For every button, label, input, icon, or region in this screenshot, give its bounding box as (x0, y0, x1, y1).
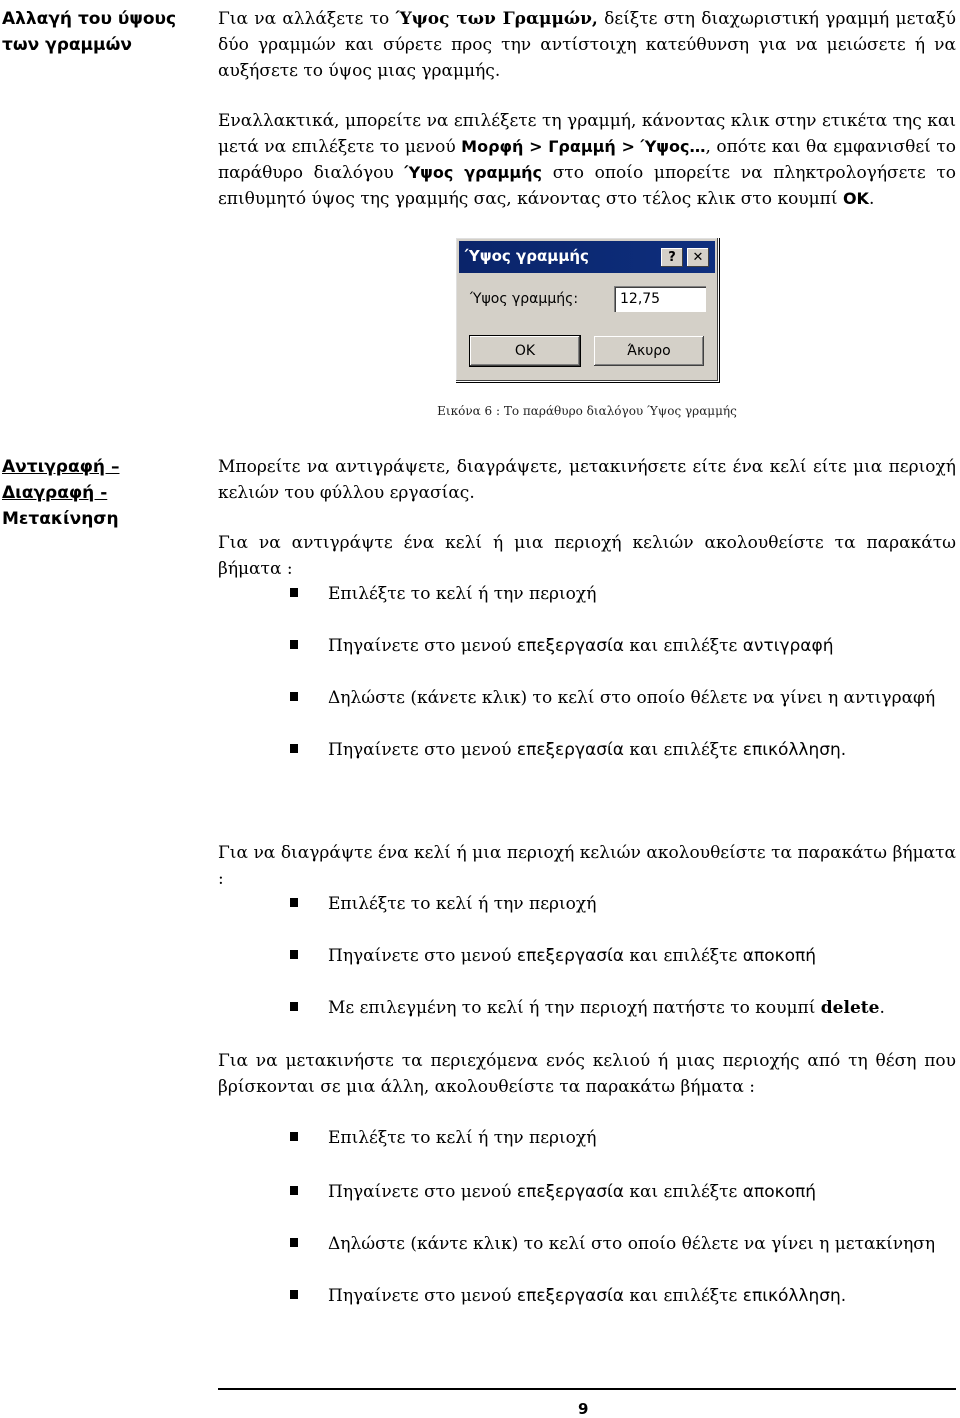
paragraph-copy-intro: Για να αντιγράψτε ένα κελί ή μια περιοχή κελιών ακολουθείστε τα παρακάτω βήματα : (218, 533, 956, 579)
bullet-square-icon (290, 1186, 298, 1195)
figure-caption: Εικόνα 6 : Το παράθυρο διαλόγου Ύψος γραμμής (437, 404, 737, 418)
text-run: Εναλλακτικά, μπορείτε να επιλέξετε τη γραμμή, κάνοντας κλικ στην ετικέτα της και μετά να επιλέξετε το μενού (218, 111, 956, 157)
bullet-square-icon (290, 950, 298, 959)
text-run: και επιλέξτε (623, 1286, 743, 1306)
menu-term: επεξεργασία (516, 946, 624, 966)
bullet-square-icon (290, 1002, 298, 1011)
text-run: και επιλέξτε (623, 1182, 743, 1202)
text-run: Πηγαίνετε στο μενού (328, 1182, 517, 1202)
help-button[interactable]: ? (661, 248, 683, 267)
menu-path: Μορφή > Γραμμή > Ύψος… (461, 137, 706, 156)
term-row-height: Ύψος των Γραμμών, (395, 9, 598, 29)
text-run: Για να αλλάξετε το (218, 9, 396, 29)
text-run: δείξτε στη διαχωριστική γραμμή μεταξύ δύο γραμμών και σύρετε προς την αντίστοιχη κατεύθυνση για να μειώσετε ή να αυξήσετε το ύψος μιας γραμμής. (218, 9, 956, 81)
key-name: delete (820, 998, 880, 1018)
text-run: . (868, 189, 875, 209)
menu-term: επεξεργασία (516, 1286, 624, 1306)
heading-line: Μετακίνηση (2, 509, 119, 529)
paragraph-delete-intro: Για να διαγράψτε ένα κελί ή μια περιοχή κελιών ακολουθείστε τα παρακάτω βήματα : (218, 843, 956, 889)
paragraph-row-height-menu (218, 108, 956, 212)
command-term: αποκοπή (742, 1182, 817, 1202)
text-run: Πηγαίνετε στο μενού (328, 1286, 517, 1306)
text-run: Δηλώστε (κάντε κλικ) το κελί στο οποίο θέλετε να γίνει η μετακίνηση (328, 1234, 936, 1254)
text-run: και επιλέξτε (623, 740, 743, 760)
text-run: Επιλέξτε το κελί ή την περιοχή (328, 894, 597, 914)
text-run: Πηγαίνετε στο μενού (328, 946, 517, 966)
dialog-name: Ύψος γραμμής (404, 163, 542, 182)
heading-line: Αντιγραφή – (2, 457, 120, 477)
text-run: στο οποίο μπορείτε να πληκτρολογήσετε το επιθυμητό ύψος της γραμμής σας, κάνοντας στο τέλος κλικ στο κουμπί (218, 163, 956, 209)
bullet-square-icon (290, 640, 298, 649)
close-button[interactable]: ✕ (687, 248, 709, 267)
dialog-titlebar (459, 241, 715, 273)
bullet-square-icon (290, 1132, 298, 1141)
cancel-button[interactable]: Άκυρο (594, 336, 704, 366)
footer-divider (218, 1388, 956, 1390)
bullet-square-icon (290, 898, 298, 907)
bullet-square-icon (290, 744, 298, 753)
bullet-square-icon (290, 1238, 298, 1247)
bullet-square-icon (290, 692, 298, 701)
row-height-dialog (455, 237, 719, 382)
text-run: Πηγαίνετε στο μενού (328, 636, 517, 656)
section-heading-copy-delete-move (2, 454, 187, 532)
bullet-square-icon (290, 588, 298, 597)
text-run: Επιλέξτε το κελί ή την περιοχή (328, 1128, 597, 1148)
ok-term: OK (842, 189, 869, 208)
paragraph-row-height-drag (218, 6, 956, 84)
paragraph-move-intro: Για να μετακινήστε τα περιεχόμενα ενός κελιού ή μιας περιοχής από τη θέση που βρίσκονται σε μια άλλη, ακολουθείστε τα παρακάτω βήματα : (218, 1051, 956, 1097)
menu-term: επεξεργασία (516, 740, 624, 760)
text-run: και επιλέξτε (623, 946, 743, 966)
heading-line: Διαγραφή - (2, 483, 108, 503)
text-run: Πηγαίνετε στο μενού (328, 740, 517, 760)
dialog-title: Ύψος γραμμής (465, 247, 589, 265)
text-run: , οπότε και θα εμφανισθεί το παράθυρο διαλόγου (218, 137, 956, 183)
page-number: 9 (578, 1400, 589, 1418)
menu-term: επεξεργασία (516, 1182, 624, 1202)
text-run: Με επιλεγμένη το κελί ή την περιοχή πατήστε το κουμπί (328, 998, 821, 1018)
text-run: Επιλέξτε το κελί ή την περιοχή (328, 584, 597, 604)
ok-button[interactable]: OK (470, 336, 580, 366)
command-term: επικόλληση. (742, 740, 847, 760)
text-run: . (879, 998, 885, 1018)
bullet-square-icon (290, 1290, 298, 1299)
row-height-label: Ύψος γραμμής: (470, 291, 579, 307)
text-run: Δηλώστε (κάνετε κλικ) το κελί στο οποίο θέλετε να γίνει η αντιγραφή (328, 688, 936, 708)
command-term: αντιγραφή (742, 636, 834, 656)
menu-term: επεξεργασία (516, 636, 624, 656)
command-term: επικόλληση. (742, 1286, 847, 1306)
command-term: αποκοπή (742, 946, 817, 966)
row-height-input[interactable]: 12,75 (614, 286, 706, 312)
text-run: και επιλέξτε (623, 636, 743, 656)
paragraph-intro: Μπορείτε να αντιγράψετε, διαγράψετε, μετακινήσετε είτε ένα κελί είτε μια περιοχή κελιών του φύλλου εργασίας. (218, 457, 956, 503)
section-heading-row-height: Αλλαγή του ύψους των γραμμών (2, 9, 177, 55)
